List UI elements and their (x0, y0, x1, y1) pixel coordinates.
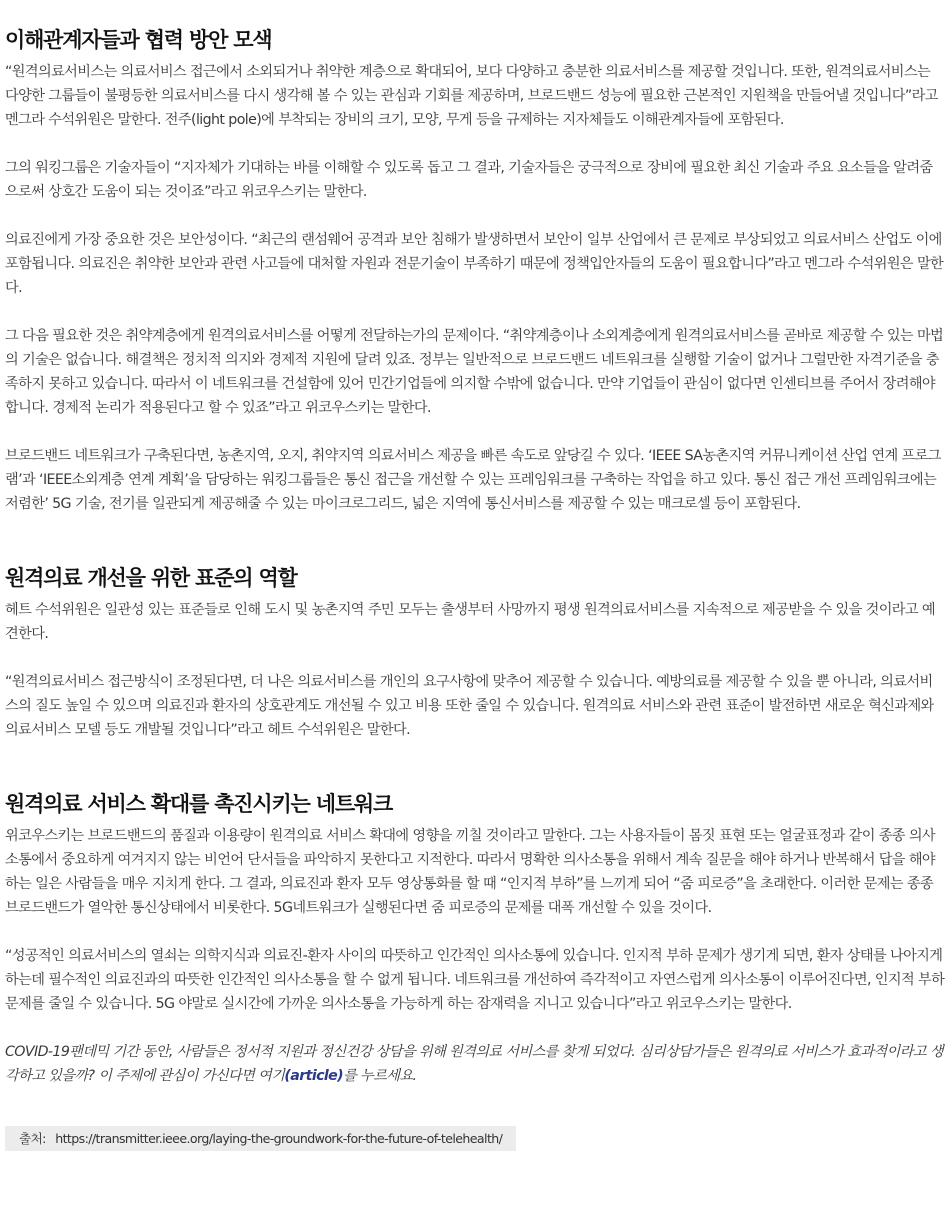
paragraph: 헤트 수석위원은 일관성 있는 표준들로 인해 도시 및 농촌지역 주민 모두는 출생부터 사망까지 평생 원격의료서비스를 지속적으로 제공받을 수 있을 것이라고 예견한다. (5, 602, 936, 642)
paragraph: 그의 워킹그룹은 기술자들이 “지자체가 기대하는 바를 이해할 수 있도록 돕고 그 결과, 기술자들은 궁극적으로 장비에 필요한 최신 기술과 주요 요소들을 알려줌으로써 상호간 도움이 되는 것이죠”라고 위코우스키는 말한다. (5, 160, 933, 200)
paragraph: 브로드밴드 네트워크가 구축된다면, 농촌지역, 오지, 취약지역 의료서비스 제공을 빠른 속도로 앞당길 수 있다. ‘IEEE SA농촌지역 커뮤니케이션 산업 연계 프로그램’과 ‘IEEE소외계층 연계 계획’을 담당하는 워킹그룹들은 통신 접근을 개선할 수 있는 프레임워크를 구축하는 작업을 하고 있다. 통신 접근 개선 프레임워크에는 저렴한’ 5G 기술, 전기를 일관되게 제공해줄 수 있는 마이크로그리드, 넓은 지역에 통신서비스를 제공할 수 있는 매크로셀 등이 포함된다. (5, 448, 941, 512)
paragraph: “원격의료서비스는 의료서비스 접근에서 소외되거나 취약한 계층으로 확대되어, 보다 다양하고 충분한 의료서비스를 제공할 것입니다. 또한, 원격의료서비스는 다양한 그룹들이 불평등한 의료서비스를 다시 생각해 볼 수 있는 관심과 기회를 제공하며, 브로드밴드 성능에 필요한 근본적인 지원책을 만들어낼 것입니다”라고 멘그라 수석위원은 말한다. 전주(light pole)에 부착되는 장비의 크기, 모양, 무게 등을 규제하는 지자체들도 이해관계자들에 포함된다. (5, 64, 938, 128)
article-link[interactable]: (article) (284, 1068, 344, 1084)
section-title-standards: 원격의료 개선을 위한 표준의 역할 (5, 566, 297, 590)
section-title-network: 원격의료 서비스 확대를 촉진시키는 네트워크 (5, 792, 393, 816)
paragraph: 위코우스키는 브로드밴드의 품질과 이용량이 원격의료 서비스 확대에 영향을 끼칠 것이라고 말한다. 그는 사용자들이 몸짓 표현 또는 얼굴표정과 같이 종종 의사소통에서 중요하게 여겨지지 않는 비언어 단서들을 파악하지 못한다고 지적한다. 따라서 명확한 의사소통을 위해서 계속 질문을 해야 하거나 반복해서 답을 해야 하는 일은 사람들을 매우 지치게 한다. 그 결과, 의료진과 환자 모두 영상통화를 할 때 “인지적 부하”를 느끼게 되어 “줌 피로증”을 초래한다. 이러한 문제는 종종 브로드밴드가 열악한 통신상태에서 비롯한다. 5G네트워크가 실행된다면 줌 피로증의 문제를 대폭 개선할 수 있을 것이다. (5, 828, 936, 916)
paragraph: “성공적인 의료서비스의 열쇠는 의학지식과 의료진-환자 사이의 따뜻하고 인간적인 의사소통에 있습니다. 인지적 부하 문제가 생기게 되면, 환자 상태를 나아지게 하는데 필수적인 의료진과의 따뜻한 인간적인 의사소통을 할 수 없게 됩니다. 네트워크를 개선하여 즉각적이고 자연스럽게 의사소통이 이루어진다면, 인지적 부하 문제를 줄일 수 있습니다. 5G 야말로 실시간에 가까운 의사소통을 가능하게 하는 잠재력을 지니고 있습니다”라고 위코우스키는 말한다. (5, 948, 945, 1012)
source-url[interactable]: https://transmitter.ieee.org/laying-the-groundwork-for-the-future-of-telehealth/ (55, 1131, 503, 1146)
note-text: COVID-19팬데믹 기간 동안, 사람들은 정서적 지원과 정신건강 상담을 위해 원격의료 서비스를 찾게 되었다. 심리상담가들은 원격의료 서비스가 효과적이라고 생각하고 있을까? 이 주제에 관심이 가신다면 여기 (5, 1044, 943, 1084)
section-title-stakeholders: 이해관계자들과 협력 방안 모색 (5, 28, 272, 52)
related-article-note (5, 1040, 945, 1088)
paragraph: “원격의료서비스 접근방식이 조정된다면, 더 나은 의료서비스를 개인의 요구사항에 맞추어 제공할 수 있습니다. 예방의료를 제공할 수 있을 뿐 아니라, 의료서비스의 질도 높일 수 있으며 의료진과 환자의 상호관계도 개선될 수 있고 비용 또한 줄일 수 있습니다. 원격의료 서비스와 관련 표준이 발전하면 새로운 혁신과제와 의료서비스 모델 등도 개발될 것입니다”라고 헤트 수석위원은 말한다. (5, 674, 934, 738)
paragraph: 의료진에게 가장 중요한 것은 보안성이다. “최근의 랜섬웨어 공격과 보안 침해가 발생하면서 보안이 일부 산업에서 큰 문제로 부상되었고 의료서비스 산업도 이에 포함됩니다. 의료진은 취약한 보안과 관련 사고들에 대처할 자원과 전문기술이 부족하기 때문에 정책입안자들의 도움이 필요합니다”라고 멘그라 수석위원은 말한다. (5, 232, 944, 296)
paragraph: 그 다음 필요한 것은 취약계층에게 원격의료서비스를 어떻게 전달하는가의 문제이다. “취약계층이나 소외계층에게 원격의료서비스를 곧바로 제공할 수 있는 마법의 기술은 없습니다. 해결책은 정치적 의지와 경제적 지원에 달려 있죠. 정부는 일반적으로 브로드밴드 네트워크를 실행할 기술이 없거나 그럴만한 자격기준을 충족하지 못하고 있습니다. 따라서 이 네트워크를 건설함에 있어 민간기업들에 의지할 수밖에 없습니다. 만약 기업들이 관심이 없다면 인센티브를 주어서 장려해야 합니다. 경제적 논리가 적용된다고 할 수 있죠”라고 위코우스키는 말한다. (5, 328, 944, 416)
source-label: 출처: (19, 1131, 46, 1146)
source-box (5, 1126, 516, 1151)
note-text-end: 를 누르세요. (343, 1068, 417, 1084)
